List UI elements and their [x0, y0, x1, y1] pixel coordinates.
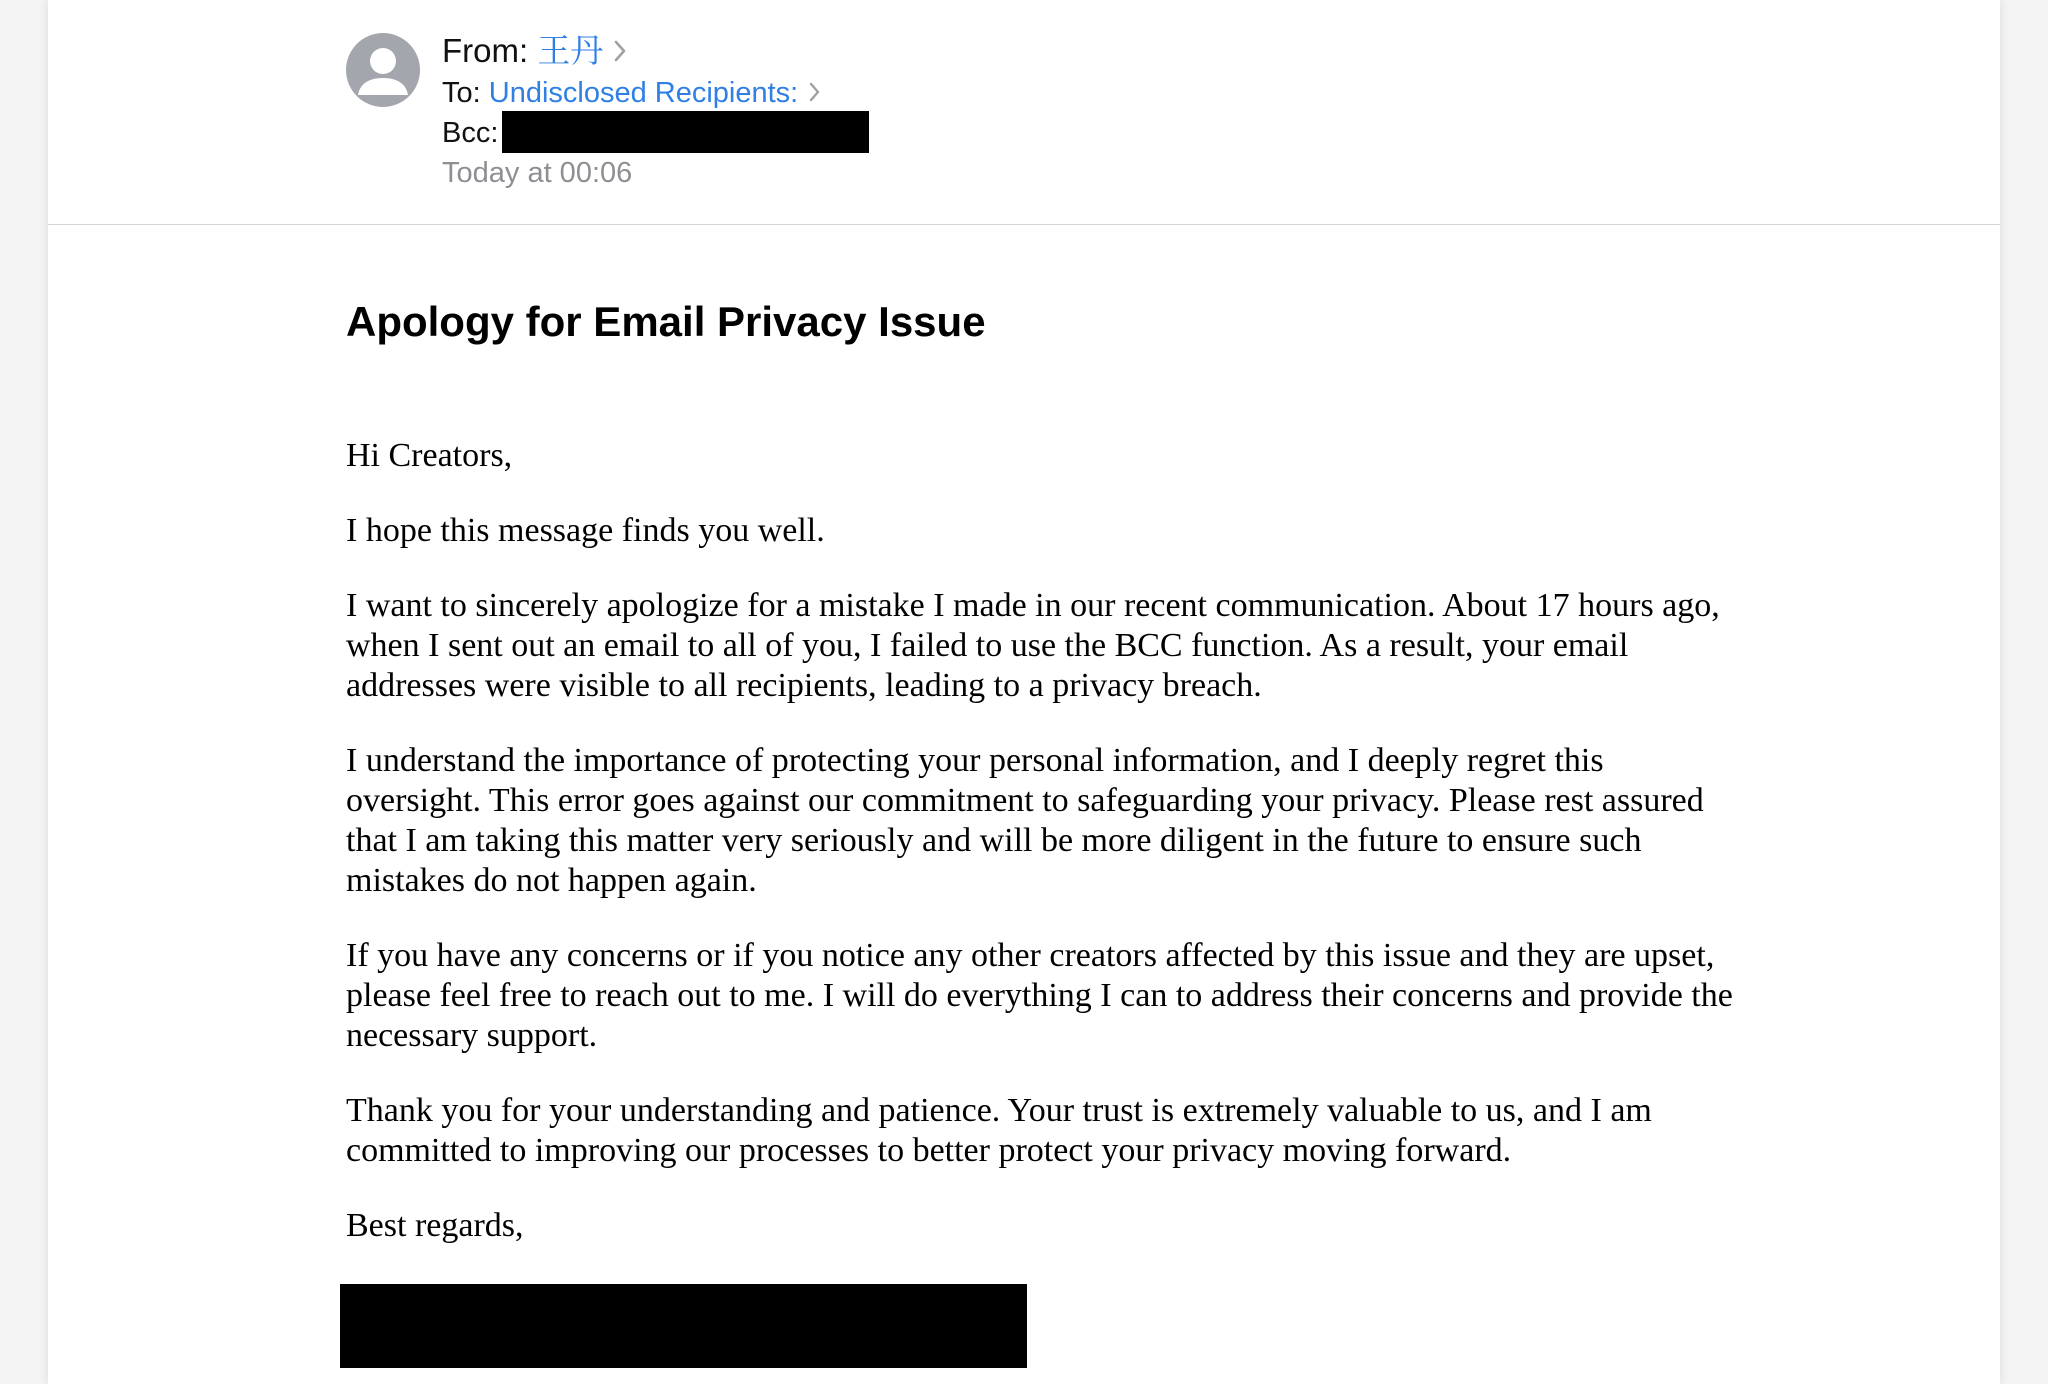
greeting: Hi Creators, [346, 437, 513, 474]
chevron-right-icon[interactable] [808, 81, 822, 103]
to-row [442, 74, 822, 112]
header-divider [48, 224, 2000, 225]
signature-redaction-block [340, 1284, 1027, 1368]
bcc-redaction-block [502, 111, 869, 153]
sent-date: Today at 00:06 [442, 157, 633, 189]
email-body [346, 436, 1746, 1246]
body-paragraph: I understand the importance of protecting your personal information, and I deeply regret this oversight. This error goes against our commitment to safeguarding your privacy. Please rest assured that I am taking this matter very seriously and will be more diligent in the future to ensure such mistakes do not happen again. [346, 742, 1704, 899]
person-silhouette-icon [346, 33, 420, 107]
body-paragraph: I hope this message finds you well. [346, 512, 825, 549]
email-view [48, 0, 2000, 1384]
sign-off: Best regards, [346, 1207, 524, 1244]
bcc-label: Bcc: [442, 117, 499, 149]
email-subject: Apology for Email Privacy Issue [346, 298, 986, 345]
body-paragraph: Thank you for your understanding and patience. Your trust is extremely valuable to us, and I am committed to improving our processes to better protect your privacy moving forward. [346, 1092, 1652, 1169]
recipients-link[interactable]: Undisclosed Recipients: [488, 77, 799, 109]
to-label: To: [442, 77, 481, 109]
from-row [442, 30, 627, 72]
bcc-row [442, 114, 498, 152]
sender-avatar[interactable] [346, 33, 420, 107]
from-label: From: [442, 32, 529, 69]
body-paragraph: I want to sincerely apologize for a mistake I made in our recent communication. About 17 hours ago, when I sent out an email to all of you, I failed to use the BCC function. As a result, your email addresses were visible to all recipients, leading to a privacy breach. [346, 587, 1720, 704]
chevron-right-icon[interactable] [613, 39, 627, 63]
body-paragraph: If you have any concerns or if you notice any other creators affected by this issue and they are upset, please feel free to reach out to me. I will do everything I can to address their concerns and provide the necessary support. [346, 937, 1733, 1054]
sender-name-link[interactable]: 王丹 [537, 32, 604, 69]
